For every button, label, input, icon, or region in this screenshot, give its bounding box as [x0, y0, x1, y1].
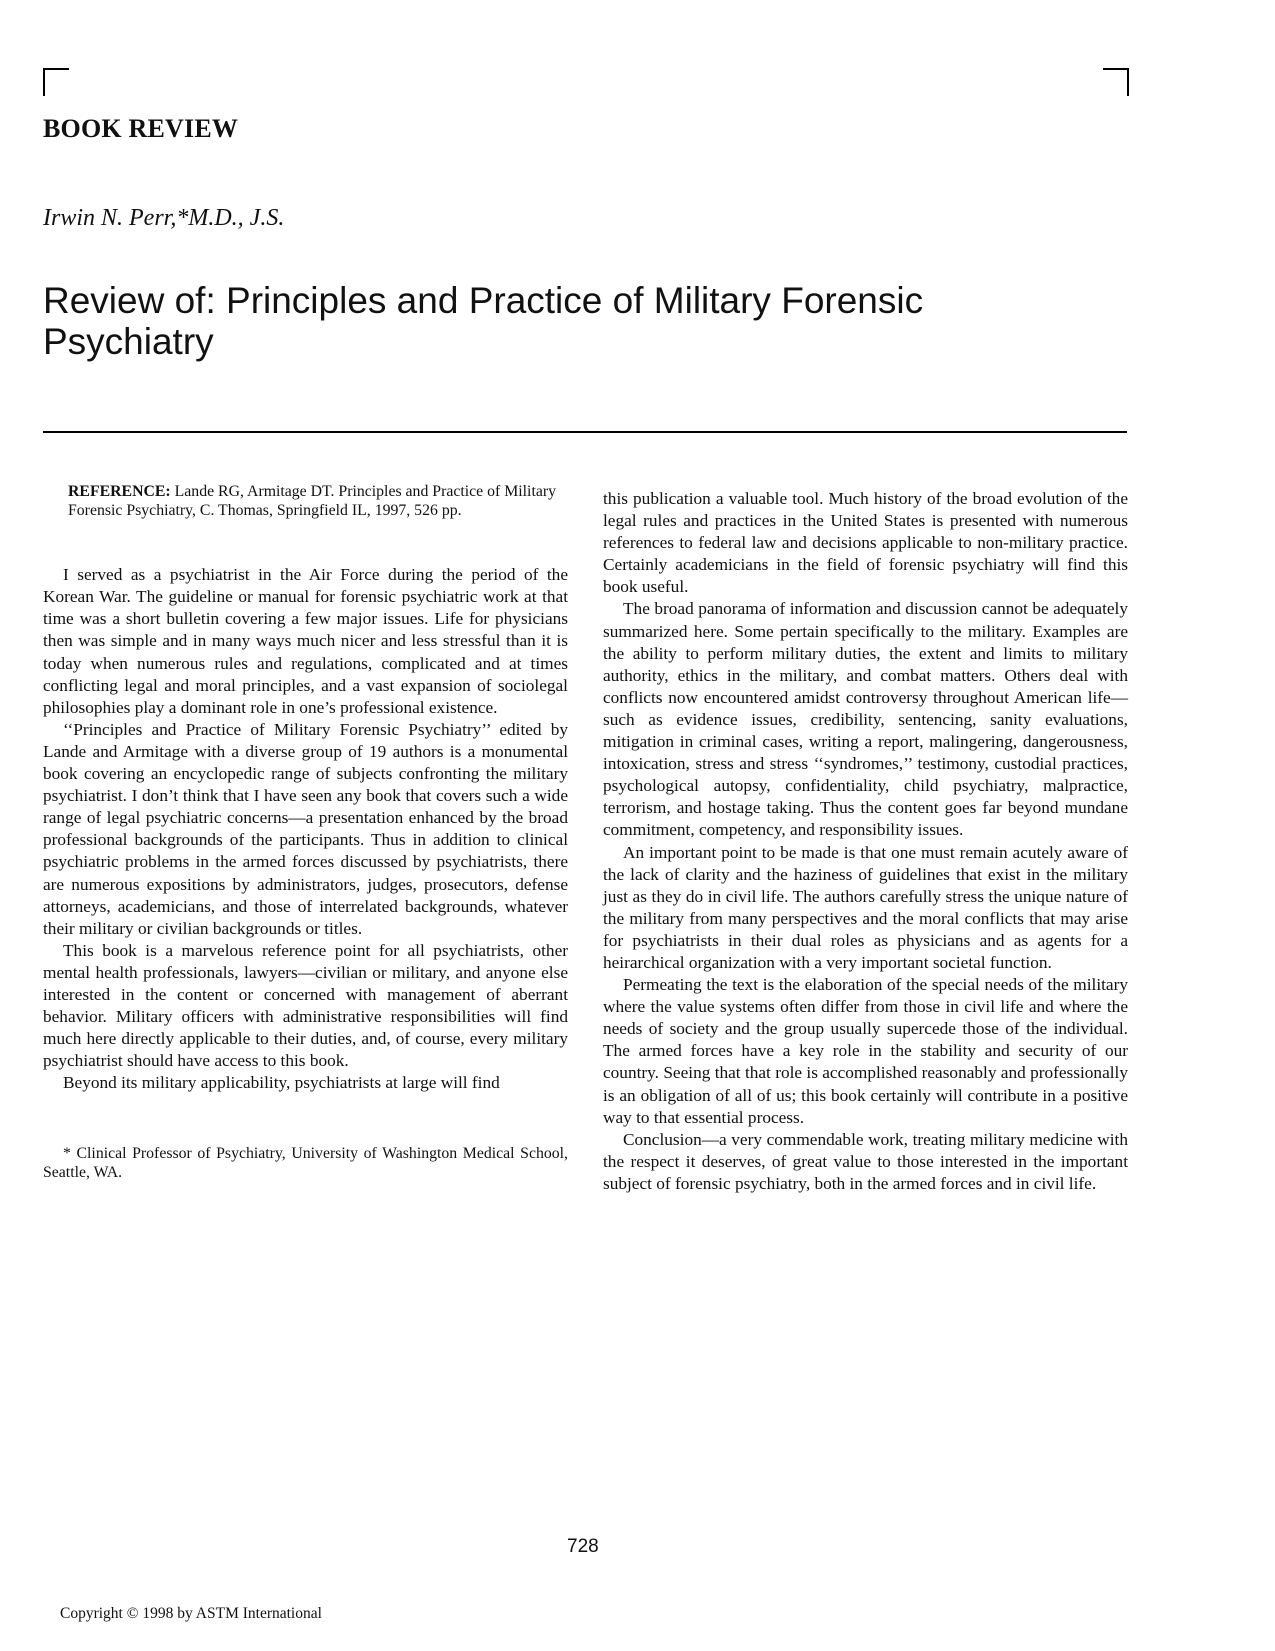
- body-paragraph: Conclusion—a very commendable work, treating military medicine with the respect it deserves, of great value to those interested in the important subject of forensic psychiatry, both in the armed forces and in civil life.: [603, 1129, 1128, 1193]
- author-footnote: * Clinical Professor of Psychiatry, University of Washington Medical School, Seattle, WA.: [43, 1145, 568, 1182]
- page-number: 728: [567, 1536, 599, 1557]
- reference-text: Lande RG, Armitage DT. Principles and Practice of Military Forensic Psychiatry, C. Thomas, Springfield IL, 1997, 526 pp.: [68, 483, 557, 519]
- body-paragraph: I served as a psychiatrist in the Air Force during the period of the Korean War. The guideline or manual for forensic psychiatric work at that time was a short bulletin covering a few major issues. Life for physicians then was simple and in many ways much nicer and less stressful than it is today when numerous rules and regulations, complicated and at times conflicting legal and moral principles, and a vast expansion of sociolegal philosophies play a dominant role in one’s professional existence.: [43, 565, 568, 717]
- right-column: [603, 488, 1128, 1195]
- author-byline: Irwin N. Perr,*M.D., J.S.: [43, 205, 285, 231]
- section-label: BOOK REVIEW: [43, 114, 239, 143]
- reference-label: REFERENCE:: [68, 483, 171, 500]
- title-divider: [43, 431, 1127, 433]
- body-paragraph: An important point to be made is that one must remain acutely aware of the lack of clarity and the haziness of guidelines that exist in the military just as they do in civil life. The authors carefully stress the unique nature of the military from many perspectives and the moral conflicts that may arise for psychiatrists in their dual roles as physicians and as agents for a heirarchical organization with a very important societal function.: [603, 842, 1128, 972]
- crop-mark-top-left: [43, 68, 69, 96]
- body-paragraph: This book is a marvelous reference point for all psychiatrists, other mental health professionals, lawyers—civilian or military, and anyone else interested in the content or concerned with management of aberrant behavior. Military officers with administrative responsibilities will find much here directly applicable to their duties, and, of course, every military psychiatrist should have access to this book.: [43, 940, 568, 1071]
- copyright-notice: Copyright © 1998 by ASTM International: [60, 1605, 322, 1622]
- body-paragraph-continued: this publication a valuable tool. Much history of the broad evolution of the legal rules and practices in the United States is presented with numerous references to federal law and decisions applicable to non-military practice. Certainly academicians in the field of forensic psychiatry will find this book useful.: [603, 489, 1128, 597]
- left-column: [43, 483, 568, 1182]
- reference-block: [68, 483, 588, 520]
- body-paragraph: ‘‘Principles and Practice of Military Forensic Psychiatry’’ edited by Lande and Armitage with a diverse group of 19 authors is a monumental book covering an encyclopedic range of subjects confronting the military psychiatrist. I don’t think that I have seen any book that covers such a wide range of legal psychiatric concerns—a presentation enhanced by the broad professional backgrounds of the participants. Thus in addition to clinical psychiatric problems in the armed forces discussed by psychiatrists, there are numerous expositions by administrators, judges, prosecutors, defense attorneys, academicians, and those of interrelated backgrounds, whatever their military or civilian backgrounds or titles.: [43, 719, 568, 938]
- body-paragraph: Permeating the text is the elaboration of the special needs of the military where the value systems often differ from those in civil life and where the needs of society and the group usually supercede those of the individual. The armed forces have a key role in the stability and security of our country. Seeing that that role is accomplished reasonably and professionally is an obligation of all of us; this book certainly will contribute in a positive way to that essential process.: [603, 975, 1128, 1127]
- article-title: Review of: Principles and Practice of Military Forensic Psychiatry: [43, 280, 924, 362]
- body-paragraph: Beyond its military applicability, psychiatrists at large will find: [63, 1073, 500, 1093]
- crop-mark-top-right: [1103, 68, 1129, 96]
- body-paragraph: The broad panorama of information and discussion cannot be adequately summarized here. Some pertain specifically to the military. Examples are the ability to perform military duties, the extent and limits to military authority, ethics in the military, and combat matters. Others deal with conflicts now encountered amidst controversy throughout American life—such as evidence issues, credibility, sentencing, sanity evaluations, mitigation in criminal cases, writing a report, malingering, dangerousness, intoxication, stress and stress ‘‘syndromes,’’ testimony, custodial practices, psychological autopsy, confidentiality, child psychiatry, malpractice, terrorism, and hostage taking. Thus the content goes far beyond mundane commitment, competency, and responsibility issues.: [603, 599, 1128, 840]
